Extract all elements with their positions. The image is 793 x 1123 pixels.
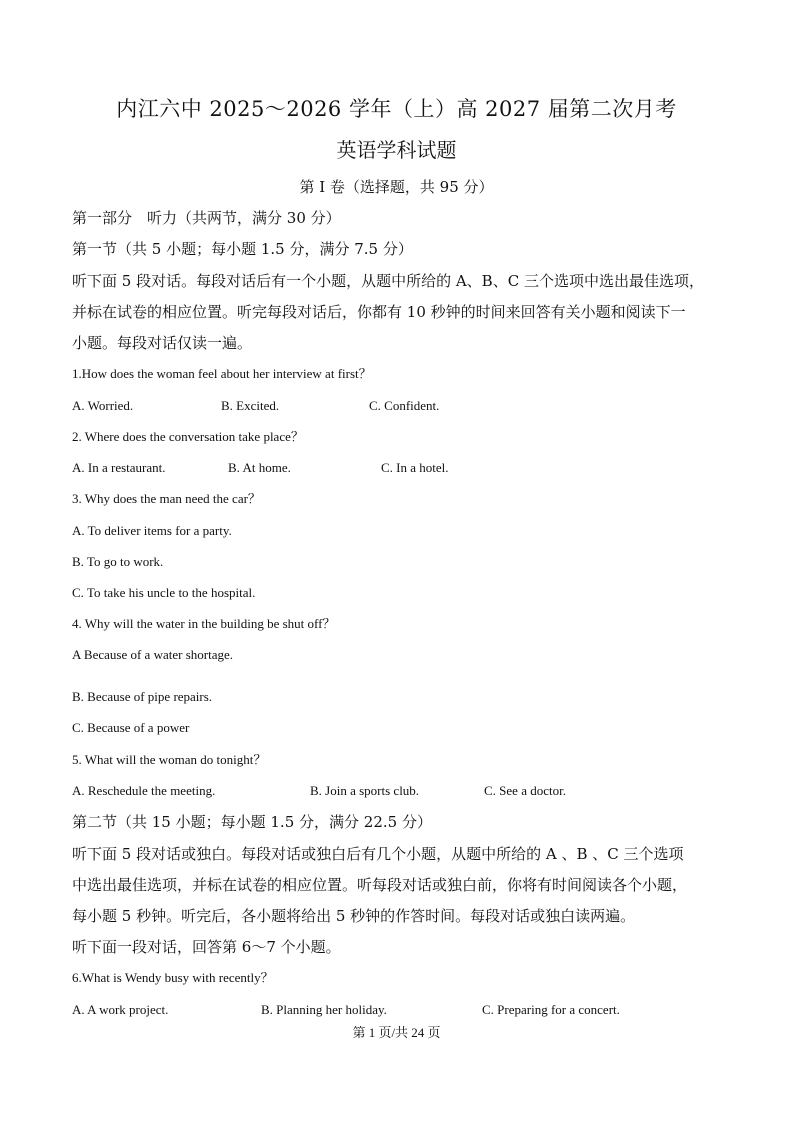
page-number: 第 1 页/共 24 页 [352,1025,441,1040]
question-1-option-a: A. Worried. [72,398,134,413]
question-3-option-a: A. To deliver items for a party. [72,523,232,538]
section1-heading: 第一节（共 5 小题；每小题 1.5 分，满分 7.5 分） [72,240,413,258]
part1-heading: 第一部分 听力（共两节，满分 30 分） [72,209,341,227]
question-4-option-a: A Because of a water shortage. [72,647,233,662]
question-5-option-a: A. Reschedule the meeting. [72,783,216,798]
instruction-line: 听下面 5 段对话。每段对话后有一个小题，从题中所给的 A、B、C 三个选项中选出最佳选项， [72,272,704,290]
question-2-stem: 2. Where does the conversation take place？ [72,429,304,444]
question-1-option-c: C. Confident. [369,398,440,413]
question-6-option-a: A. A work project. [72,1002,169,1017]
question-2-option-c: C. In a hotel. [381,460,449,475]
question-4-stem: 4. Why will the water in the building be shut off？ [72,616,336,631]
section1-instructions [72,266,724,359]
question-3-stem: 3. Why does the man need the car？ [72,491,261,506]
question-6-stem: 6.What is Wendy busy with recently？ [72,970,274,985]
subject-title: 英语学科试题 [336,138,457,162]
instruction-line: 并标在试卷的相应位置。听完每段对话后，你都有 10 秒钟的时间来回答有关小题和阅读下一 [72,303,686,321]
question-1-option-b: B. Excited. [221,398,280,413]
question-5-stem: 5. What will the woman do tonight？ [72,752,267,767]
dialogue-intro: 听下面一段对话，回答第 6～7 个小题。 [72,938,341,956]
exam-title: 内江六中 2025～2026 学年（上）高 2027 届第二次月考 [116,97,677,121]
question-6-option-c: C. Preparing for a concert. [482,1002,620,1017]
question-5-option-b: B. Join a sports club. [310,783,420,798]
section2-instructions [72,839,724,932]
question-4-option-b: B. Because of pipe repairs. [72,689,213,704]
question-1-stem: 1.How does the woman feel about her interview at first？ [72,366,372,381]
question-4-option-c: C. Because of a power [72,720,190,735]
question-3-option-b: B. To go to work. [72,554,164,569]
volume-title: 第 I 卷（选择题，共 95 分） [299,178,494,196]
question-3-option-c: C. To take his uncle to the hospital. [72,585,256,600]
instruction-line: 中选出最佳选项，并标在试卷的相应位置。听每段对话或独白前，你将有时间阅读各个小题， [72,876,688,894]
question-6-option-b: B. Planning her holiday. [261,1002,387,1017]
instruction-line: 小题。每段对话仅读一遍。 [72,334,253,352]
instruction-line: 听下面 5 段对话或独白。每段对话或独白后有几个小题，从题中所给的 A 、B 、C 三个选项 [72,845,684,863]
question-5-option-c: C. See a doctor. [484,783,566,798]
question-2-option-a: A. In a restaurant. [72,460,166,475]
question-2-option-b: B. At home. [228,460,291,475]
section2-heading: 第二节（共 15 小题；每小题 1.5 分，满分 22.5 分） [72,813,432,831]
instruction-line: 每小题 5 秒钟。听完后，各小题将给出 5 秒钟的作答时间。每段对话或独白读两遍。 [72,907,636,925]
